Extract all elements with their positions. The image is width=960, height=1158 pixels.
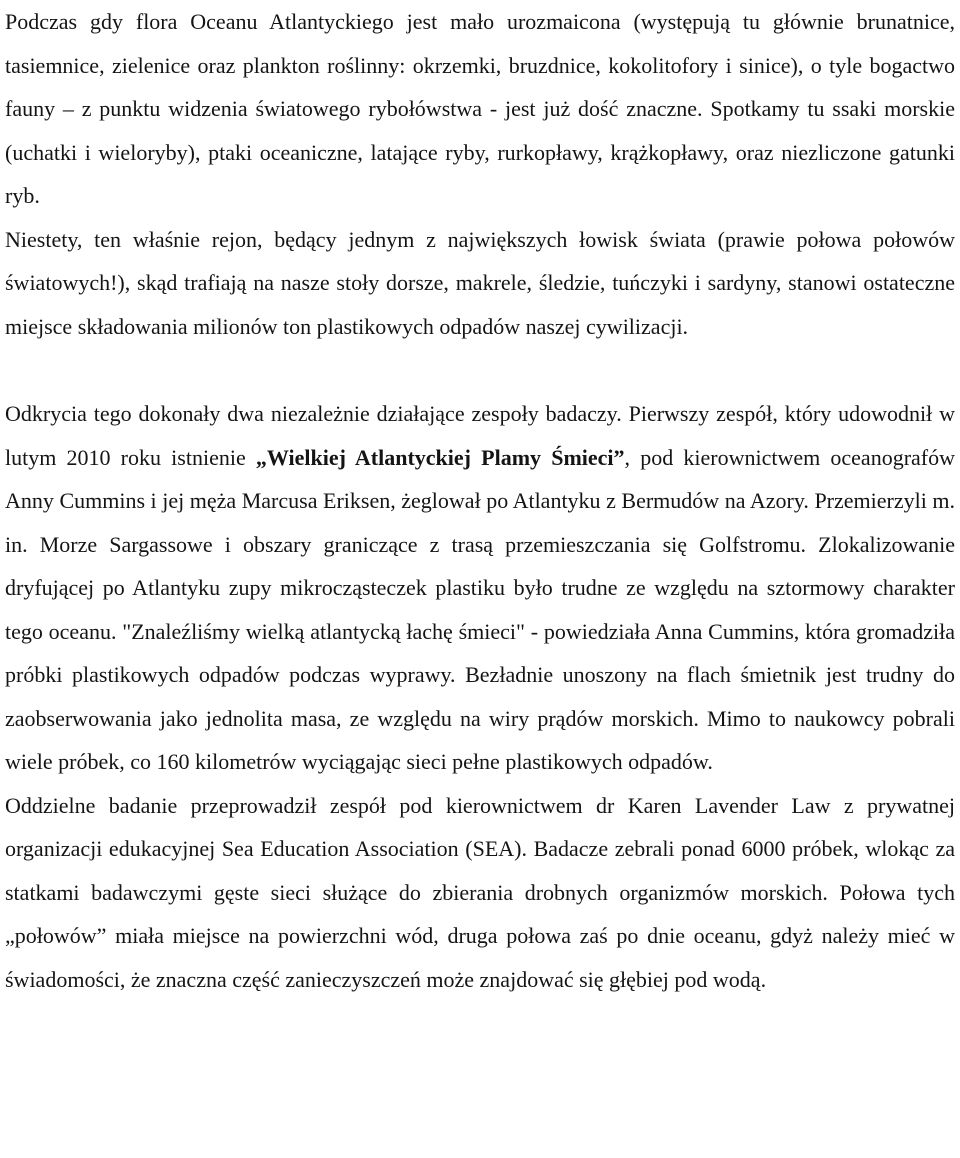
garbage-patch-name: „Wielkiej Atlantyckiej Plamy Śmieci” (255, 444, 625, 470)
paragraph-atlantic-flora-fauna: Podczas gdy flora Oceanu Atlantyckiego jest mało urozmaicona (występują tu głównie brunatnice, tasiemnice, zielenice oraz plankton roślinny: okrzemki, bruzdnice, kokolitofory i sinice), o tyle bogactwo fauny – z punktu widzenia światowego rybołówstwa - jest już dość znaczne. Spotkamy tu ssaki morskie (uchatki i wieloryby), ptaki oceaniczne, latające ryby, rurkopławy, krążkopławy, oraz niezliczone gatunki ryb. (5, 9, 955, 208)
paragraph-research-teams (5, 392, 955, 784)
research-teams-text-end: , pod kierownictwem oceanografów Anny Cummins i jej męża Marcusa Eriksen, żeglował po Atlantyku z Bermudów na Azory. Przemierzyli m. in. Morze Sargassowe i obszary graniczące z trasą przemieszczania się Golfstromu. Zlokalizowanie dryfującej po Atlantyku zupy mikrocząsteczek plastiku było trudne ze względu na sztormowy charakter tego oceanu. "Znaleźliśmy wielką atlantycką łachę śmieci" - powiedziała Anna Cummins, która gromadziła próbki plastikowych odpadów podczas wyprawy. Bezładnie unoszony na flach śmietnik jest trudny do zaobserwowania jako jednolita masa, ze względu na wiry prądów morskich. Mimo to naukowcy pobrali wiele próbek, co 160 kilometrów wyciągając sieci pełne plastikowych odpadów. (5, 444, 955, 774)
research-teams-text-start: Odkrycia tego dokonały dwa niezależnie działające zespoły badaczy. Pierwszy zespół, który udowodnił w lutym 2010 roku istnienie (5, 401, 955, 470)
paragraph-sea-study: Oddzielne badanie przeprowadził zespół pod kierownictwem dr Karen Lavender Law z prywatnej organizacji edukacyjnej Sea Education Association (SEA). Badacze zebrali ponad 6000 próbek, wlokąc za statkami badawczymi gęste sieci służące do zbierania drobnych organizmów morskich. Połowa tych „połowów” miała miejsce na powierzchni wód, druga połowa zaś po dnie oceanu, gdyż należy mieć w świadomości, że znaczna część zanieczyszczeń może znajdować się głębiej pod wodą. (5, 792, 955, 992)
paragraph-spacer (5, 348, 955, 392)
paragraph-fishing-grounds: Niestety, ten właśnie rejon, będący jednym z największych łowisk świata (prawie połowa połowów światowych!), skąd trafiają na nasze stoły dorsze, makrele, śledzie, tuńczyki i sardyny, stanowi ostateczne miejsce składowania milionów ton plastikowych odpadów naszej cywilizacji. (5, 226, 955, 339)
document-page (5, 0, 955, 1001)
